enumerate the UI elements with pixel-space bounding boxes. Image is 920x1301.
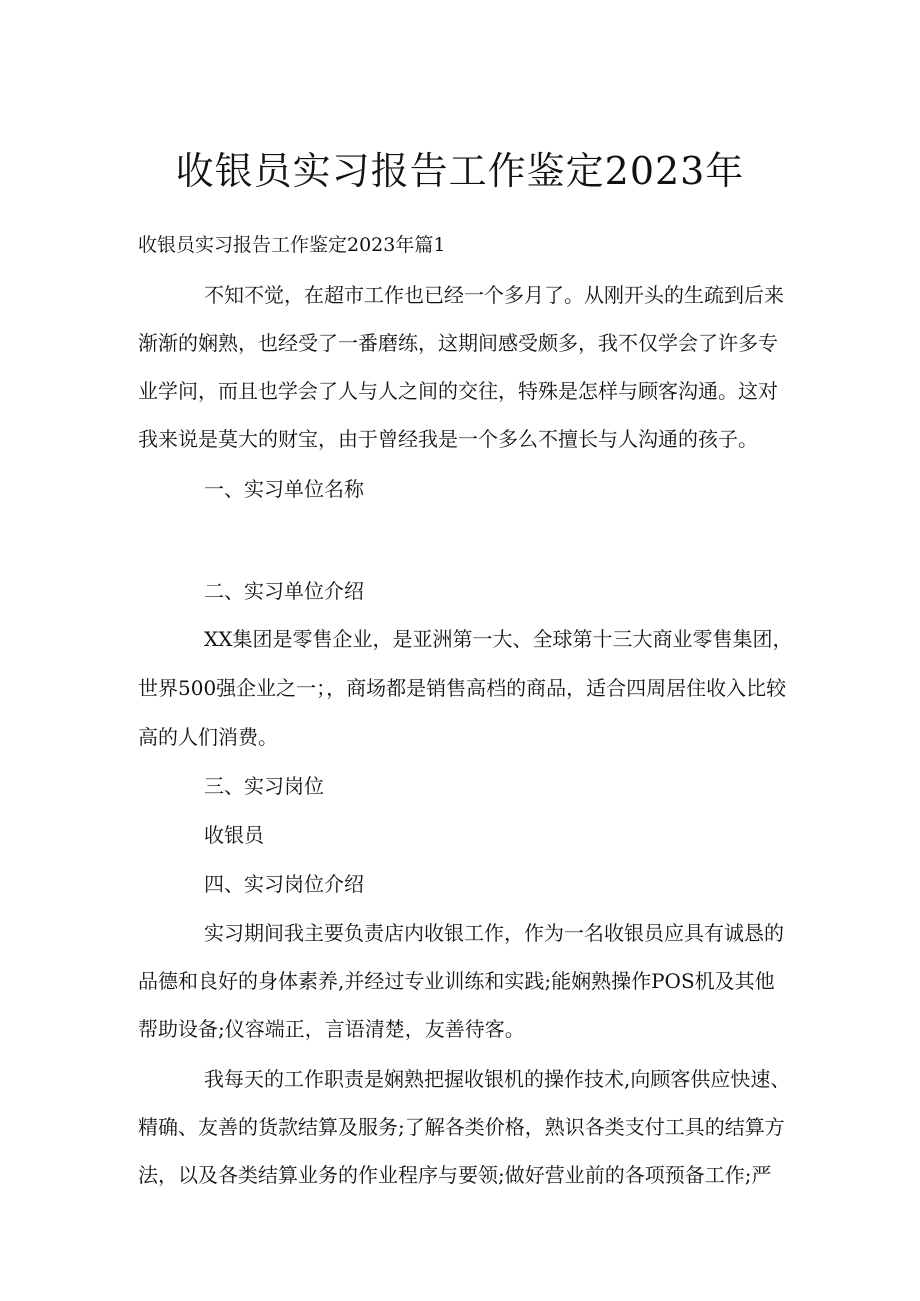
- document-subtitle: 收银员实习报告工作鉴定2023年篇1: [138, 234, 446, 256]
- paragraph-line: 法，以及各类结算业务的作业程序与要领;做好营业前的各项预备工作;严: [138, 1163, 772, 1187]
- paragraph-line: 收银员: [204, 823, 264, 847]
- paragraph-line: 帮助设备;仪容端正，言语清楚，友善待客。: [138, 1017, 525, 1041]
- paragraph-line: 业学问，而且也学会了人与人之间的交往，特殊是怎样与顾客沟通。这对: [138, 379, 778, 403]
- document-title: 收银员实习报告工作鉴定2023年: [175, 149, 745, 193]
- paragraph-line: 世界500强企业之一；，商场都是销售高档的商品，适合四周居住收入比较: [138, 676, 787, 700]
- paragraph-line: 我来说是莫大的财宝，由于曾经我是一个多么不擅长与人沟通的孩子。: [138, 427, 758, 451]
- section-heading: 四、实习岗位介绍: [204, 872, 364, 896]
- paragraph-line: 实习期间我主要负责店内收银工作，作为一名收银员应具有诚恳的: [204, 921, 784, 945]
- section-heading: 三、实习岗位: [204, 774, 324, 798]
- section-heading: 一、实习单位名称: [204, 477, 364, 501]
- paragraph-line: 我每天的工作职责是娴熟把握收银机的操作技术,向顾客供应快速、: [204, 1067, 791, 1091]
- section-heading: 二、实习单位介绍: [204, 579, 364, 603]
- paragraph-line: 不知不觉，在超市工作也已经一个多月了。从刚开头的生疏到后来: [204, 283, 784, 307]
- paragraph-line: 品德和良好的身体素养,并经过专业训练和实践;能娴熟操作POS机及其他: [138, 969, 775, 993]
- paragraph-line: 渐渐的娴熟，也经受了一番磨练，这期间感受颇多，我不仅学会了许多专: [138, 331, 778, 355]
- paragraph-line: 高的人们消费。: [138, 725, 278, 749]
- paragraph-line: 精确、友善的货款结算及服务;了解各类价格，熟识各类支付工具的结算方: [138, 1115, 785, 1139]
- paragraph-line: XX集团是零售企业，是亚洲第一大、全球第十三大商业零售集团，: [204, 627, 793, 651]
